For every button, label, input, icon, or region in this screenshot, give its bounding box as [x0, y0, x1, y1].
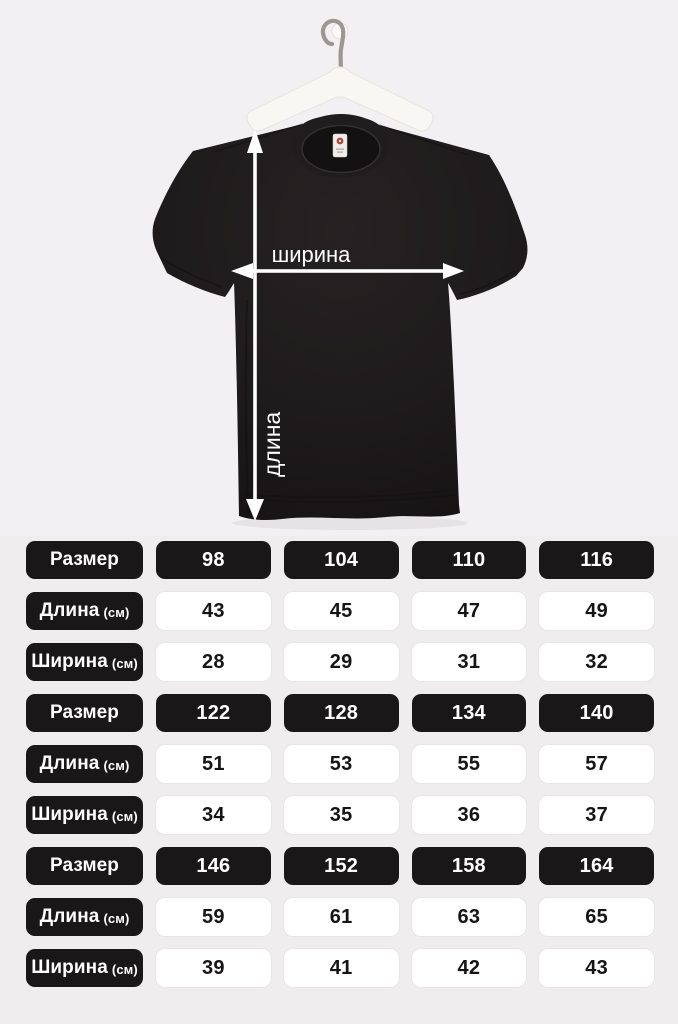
- width-value-cell: 35: [284, 796, 399, 834]
- size-value-cell: 104: [284, 541, 399, 579]
- length-value-cell: 51: [156, 745, 271, 783]
- length-label-cell: [26, 592, 143, 630]
- length-value-cell: 63: [412, 898, 527, 936]
- length-value-cell: 53: [284, 745, 399, 783]
- size-header-cell: Размер: [26, 694, 143, 732]
- length-value-cell: 61: [284, 898, 399, 936]
- size-value-cell: 134: [412, 694, 527, 732]
- unit-label: (см): [111, 961, 138, 977]
- unit-label: (см): [103, 757, 130, 773]
- width-label-cell: [26, 643, 143, 681]
- size-value-cell: 158: [412, 847, 527, 885]
- length-value-cell: 49: [539, 592, 654, 630]
- size-header-cell: Размер: [26, 847, 143, 885]
- size-value-cell: 116: [539, 541, 654, 579]
- size-value-cell: 122: [156, 694, 271, 732]
- length-label-cell: [26, 898, 143, 936]
- width-value-cell: 28: [156, 643, 271, 681]
- length-label-text: Длина: [39, 906, 100, 927]
- length-value-cell: 55: [412, 745, 527, 783]
- size-header-cell: Размер: [26, 541, 143, 579]
- unit-label: (см): [111, 655, 138, 671]
- length-value-cell: 59: [156, 898, 271, 936]
- length-value-cell: 43: [156, 592, 271, 630]
- length-value-cell: 57: [539, 745, 654, 783]
- length-label-text: Длина: [39, 753, 100, 774]
- length-label-cell: [26, 745, 143, 783]
- width-value-cell: 42: [412, 949, 527, 987]
- size-value-cell: 146: [156, 847, 271, 885]
- length-value-cell: 65: [539, 898, 654, 936]
- unit-label: (см): [103, 910, 130, 926]
- width-label-text: Ширина: [31, 651, 108, 672]
- size-value-cell: 98: [156, 541, 271, 579]
- size-value-cell: 152: [284, 847, 399, 885]
- width-label-cell: [26, 949, 143, 987]
- length-label-text: Длина: [39, 600, 100, 621]
- width-value-cell: 31: [412, 643, 527, 681]
- length-value-cell: 45: [284, 592, 399, 630]
- width-arrow-label: ширина: [271, 242, 351, 267]
- size-value-cell: 110: [412, 541, 527, 579]
- width-value-cell: 37: [539, 796, 654, 834]
- width-value-cell: 36: [412, 796, 527, 834]
- length-arrow-label: длина: [259, 411, 285, 477]
- width-label-cell: [26, 796, 143, 834]
- width-value-cell: 34: [156, 796, 271, 834]
- size-value-cell: 128: [284, 694, 399, 732]
- width-value-cell: 39: [156, 949, 271, 987]
- width-label-text: Ширина: [31, 804, 108, 825]
- length-value-cell: 47: [412, 592, 527, 630]
- width-value-cell: 41: [284, 949, 399, 987]
- neck-label-tag: [333, 134, 347, 157]
- width-label-text: Ширина: [31, 957, 108, 978]
- size-value-cell: 164: [539, 847, 654, 885]
- unit-label: (см): [111, 808, 138, 824]
- size-value-cell: 140: [539, 694, 654, 732]
- width-value-cell: 43: [539, 949, 654, 987]
- unit-label: (см): [103, 604, 130, 620]
- width-value-cell: 32: [539, 643, 654, 681]
- size-chart-table: [26, 541, 654, 987]
- width-value-cell: 29: [284, 643, 399, 681]
